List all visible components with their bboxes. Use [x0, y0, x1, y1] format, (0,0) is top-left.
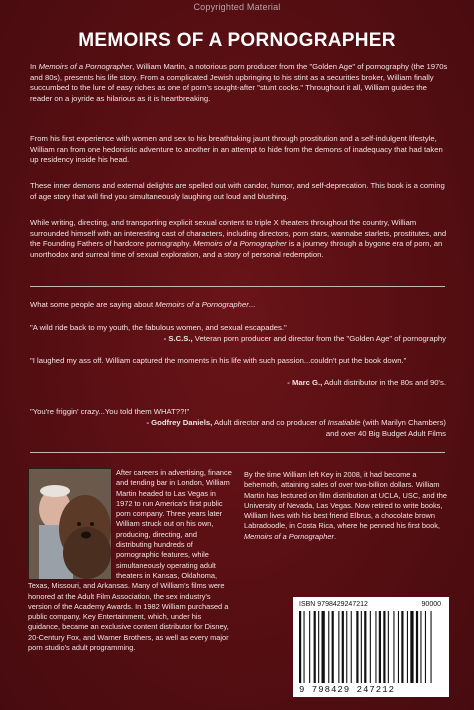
book-title-inline: Memoirs of a Pornographer	[193, 239, 287, 249]
divider-bottom	[30, 452, 445, 453]
praise-intro: What some people are saying about Memoirs of a Pornographer...	[30, 300, 256, 309]
copyright-watermark: Copyrighted Material	[193, 2, 281, 12]
praise-attribution-3: - Godfrey Daniels, Adult director and co producer of Insatiable (with Marilyn Chambers)	[146, 418, 446, 427]
film-title: Insatiable	[327, 418, 361, 427]
blurb-paragraph-3: These inner demons and external delights are spelled out with candor, humor, and self-deprecation. This book is a coming of age story that will find you simultaneously laughing out loud and blushing.	[30, 181, 445, 201]
book-title-inline: Memoirs of a Pornographer	[244, 531, 334, 541]
praise-attribution-1: - S.C.S., Veteran porn producer and director from the "Golden Age" of pornography	[163, 334, 446, 343]
author-bio-column-1: After careers in advertising, finance and tending bar in London, William Martin headed to Las Vegas in 1972 to run America's first public porn company. Three years later William struck out on his own, producing, directing, and distributing hundreds of pornographic features, while simultaneously operating adult theaters in Kansas, Oklahoma, Texas, Missouri, and Arkansas. Many of William's films were honored at the Adult Film Association, the sex industry's version of the Academy Awards. In 1982 William purchased a public company, Key Entertainment, which, under his guidance, became an exclusive content distributor for Disney, 20-Century Fox, and Warner Brothers, as well as every major porn studio's adult programming.	[28, 468, 232, 653]
praise-quote-1: "A wild ride back to my youth, the fabulous women, and sexual escapades."	[30, 323, 287, 332]
isbn-barcode	[293, 597, 449, 697]
price-code: 90000	[421, 601, 441, 608]
barcode-digits: 9 798429 247212	[299, 685, 396, 695]
blurb-paragraph-4: While writing, directing, and transporting explicit sexual content to triple X theaters throughout the country, William surrounded himself with an interesting cast of characters, including directors, porn stars, wannabe starlets, prostitutes, and the Founding Fathers of hardcore pornography. Memoirs of a Pornographer is a journey through a bygone era of porn, an unorthodox and surreal time of sexual exploration, and a story of personal redemption.	[30, 218, 447, 259]
blurb-paragraph-2: From his first experience with women and sex to his breathtaking jaunt through prostitution and a self-indulgent lifestyle, William ran from one hedonistic adventure to another in an attempt to hide from the demons of inadequacy that had taken up residency inside his head.	[30, 134, 443, 165]
praise-attribution-3-cont: and over 40 Big Budget Adult Films	[325, 429, 446, 438]
book-title-inline: Memoirs of a Pornographer	[38, 62, 133, 71]
praise-quote-2: "I laughed my ass off. William captured the moments in his life with such passion...couldn't put the book down."	[30, 356, 407, 365]
book-title: MEMOIRS OF A PORNOGRAPHER	[78, 30, 396, 51]
isbn-number: ISBN 9798429247212	[299, 601, 368, 608]
book-title-inline: Memoirs of a Pornographer	[155, 300, 249, 309]
praise-attribution-2: - Marc G., Adult distributor in the 80s and 90's.	[287, 378, 446, 387]
divider-top	[30, 286, 445, 287]
author-bio-column-2: By the time William left Key in 2008, it had become a behemoth, attaining sales of over two-billion dollars. William Martin has lectured on film distribution at UCLA, USC, and the University of Nevada, Las Vegas. Now retired to write books, William lives with his best friend Elbrus, a chocolate brown Labradoodle, in Costa Rica, where he penned his first book, Memoirs of a Pornographer.	[244, 470, 447, 541]
barcode-bars	[299, 611, 443, 683]
blurb-paragraph-1: In Memoirs of a Pornographer, William Martin, a notorious porn producer from the "Golden Age" of pornography (the 1970s and 80s), presents his life story. From a complicated Jewish upbringing to his stint as a securities broker, William finally succumbed to the lure of easy riches as one of porn's sought-after "stunt cocks." Throughout it all, William guides the reader on a joyride as hilarious as it is heartbreaking.	[30, 62, 448, 103]
praise-quote-3: "You're friggin' crazy...You told them WHAT??!"	[30, 407, 190, 416]
